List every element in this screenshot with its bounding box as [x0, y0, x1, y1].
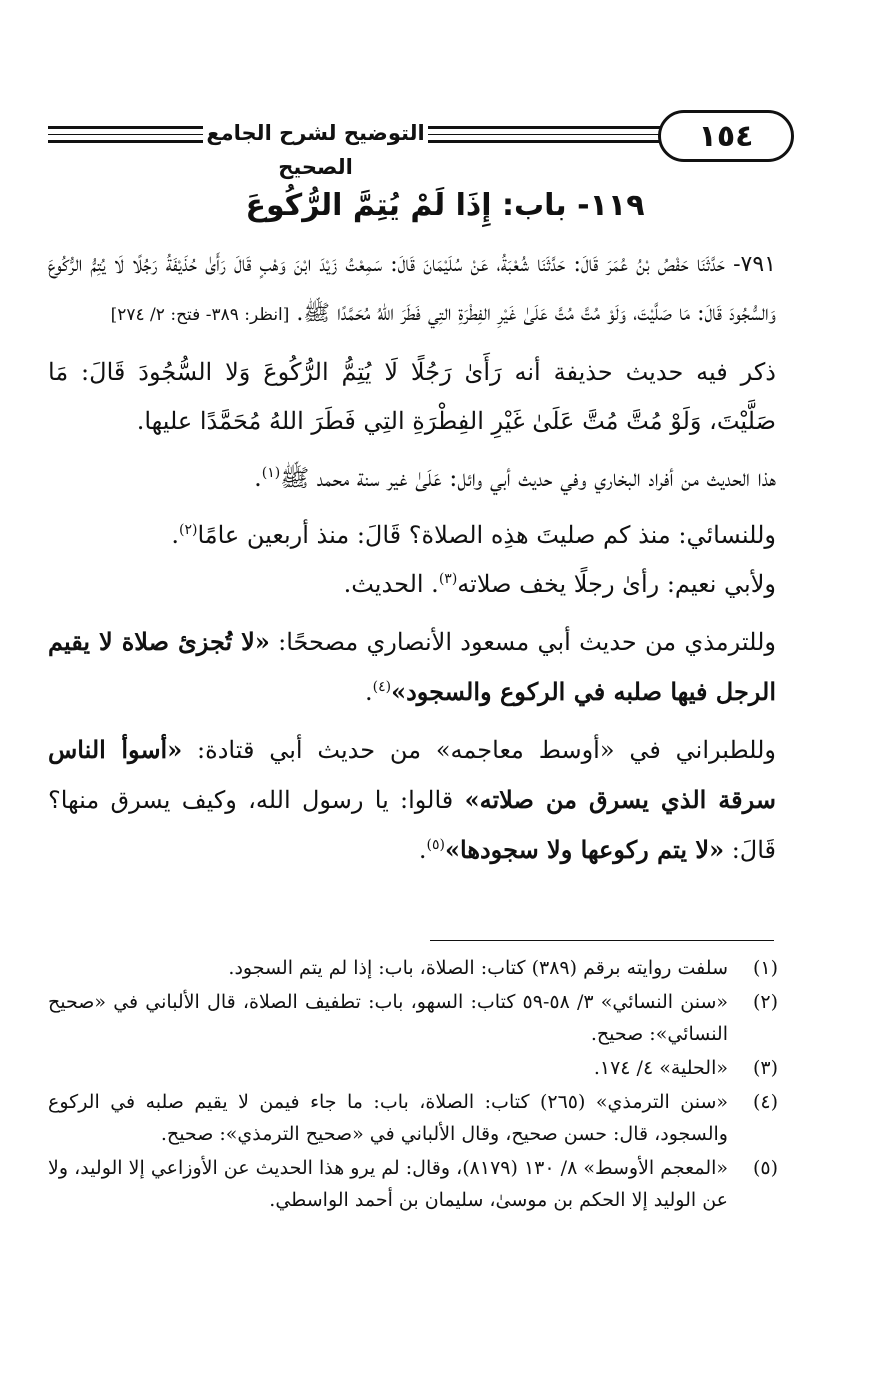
commentary-text-3a: وللنسائي: منذ كم صليتَ هذِه الصلاة؟ قَالَ: منذ أربعين عامًا	[197, 521, 776, 549]
hadith-quote-5b: «لا يتم ركوعها ولا سجودها»	[445, 835, 725, 864]
footnote-marker-5: (٥)	[426, 837, 446, 853]
commentary-line-nasai	[48, 511, 776, 560]
footnote-text: «سنن النسائي» ٣/ ٥٨-٥٩ كتاب: السهو، باب: تطفيف الصلاة، قال الألباني في «صحيح النسائي»: صحيح.	[48, 991, 728, 1045]
footnote-marker-4: (٤)	[372, 679, 392, 695]
footnote-number: (١)	[752, 957, 778, 979]
footnote-number: (٥)	[752, 1157, 778, 1179]
footnote-text: «سنن الترمذي» (٢٦٥) كتاب: الصلاة، باب: ما جاء فيمن لا يقيم صلبه في الركوع والسجود، قال: حسن صحيح، وقال الألباني في «صحيح الترمذي»: صحيح.	[48, 1091, 728, 1145]
page-number: ١٥٤	[698, 118, 754, 154]
commentary-text-2-end: .	[254, 464, 262, 492]
footnote-number: (٢)	[752, 991, 778, 1013]
commentary-line-abu-nuaym	[48, 560, 776, 609]
page-number-badge	[658, 110, 794, 162]
hadith-quote-4: «لا تُجزئ صلاة لا يقيم الرجل فيها صلبه في الركوع والسجود»	[48, 627, 776, 706]
footnote-text: سلفت روايته برقم (٣٨٩) كتاب: الصلاة، باب: إذا لم يتم السجود.	[228, 957, 728, 979]
main-text	[48, 240, 776, 875]
commentary-paragraph-1	[48, 348, 776, 446]
footnote-separator	[430, 940, 774, 941]
commentary-text-2: هذا الحديث من أفراد البخاري وفي حديث أبي وائل: عَلَىٰ غير سنة محمد ﷺ	[280, 464, 776, 492]
commentary-text-5-mid: قالوا: يا رسول الله، وكيف يسرق منها؟ قَالَ:	[48, 786, 776, 864]
running-title: التوضيح لشرح الجامع الصحيح	[203, 116, 428, 150]
commentary-text-5-end: .	[418, 836, 427, 864]
hadith-cross-reference: [انظر: ٣٨٩- فتح: ٢/ ٢٧٤]	[110, 305, 290, 325]
chapter-heading: ١١٩- باب: إِذَا لَمْ يُتِمَّ الرُّكُوعَ	[245, 188, 645, 223]
commentary-paragraph-5	[48, 725, 776, 875]
commentary-paragraph-4	[48, 617, 776, 717]
footnote-4	[48, 1086, 778, 1150]
footnote-text: «الحلية» ٤/ ١٧٤.	[593, 1057, 728, 1079]
running-header	[48, 108, 773, 179]
commentary-paragraph-2	[48, 454, 776, 503]
commentary-text-3b-end: . الحديث.	[343, 570, 439, 598]
footnote-text: «المعجم الأوسط» ٨/ ١٣٠ (٨١٧٩)، وقال: لم يرو هذا الحديث عن الأوزاعي إلا الوليد، ولا عن الوليد إلا الحكم بن موسىٰ، سليمان بن أحمد الواسطي.	[48, 1157, 729, 1211]
commentary-text-5: وللطبراني في «أوسط معاجمه» من حديث أبي قتادة:	[182, 736, 777, 764]
commentary-text-1: ذكر فيه حديث حذيفة أنه رَأَىٰ رَجُلًا لَا يُتِمُّ الرُّكُوعَ وَلا السُّجُودَ قَالَ: مَا صَلَّيْتَ، وَلَوْ مُتَّ مُتَّ عَلَىٰ غَيْرِ الفِطْرَةِ التِي فَطَرَ اللهُ مُحَمَّدًا عليها.	[48, 358, 776, 435]
footnote-2	[48, 986, 778, 1050]
commentary-text-3a-end: .	[171, 521, 179, 549]
footnote-number: (٤)	[752, 1091, 778, 1113]
hadith-text	[48, 240, 776, 340]
footnote-marker-3: (٣)	[438, 571, 458, 587]
hadith-isnad: ٧٩١- حَدَّثَنَا حَفْصُ بْنُ عُمَرَ قَالَ: حَدَّثَنَا شُعْبَةُ، عَنْ سُلَيْمَانَ قَالَ: سَمِعْتُ زَيْدَ ابْنَ وَهْبٍ قَالَ رَأَىٰ حُذَيْفَةُ رَجُلًا لَا يُتِمُّ الرُّكُوعَ وَالسُّجُودَ قَالَ: مَا صَلَّيْتَ، وَلَوْ مُتَّ مُتَّ عَلَىٰ غَيْرِ الفِطْرَةِ التِي فَطَرَ اللهُ مُحَمَّدًا ﷺ.	[48, 252, 776, 326]
commentary-text-3b: ولأبي نعيم: رأىٰ رجلًا يخف صلاته	[457, 570, 776, 598]
footnote-marker-2: (٢)	[178, 522, 198, 538]
commentary-text-4: وللترمذي من حديث أبي مسعود الأنصاري مصححًا:	[269, 628, 776, 656]
footnote-3	[48, 1052, 778, 1084]
footnotes	[48, 952, 778, 1218]
commentary-block-3	[48, 511, 776, 609]
footnote-5	[48, 1152, 778, 1216]
footnote-marker-1: (١)	[261, 465, 281, 481]
footnote-number: (٣)	[752, 1057, 778, 1079]
footnote-1	[48, 952, 778, 984]
hadith-quote-5a: «أسوأ الناس سرقة الذي يسرق من صلاته»	[48, 735, 776, 814]
commentary-text-4-end: .	[364, 678, 373, 706]
